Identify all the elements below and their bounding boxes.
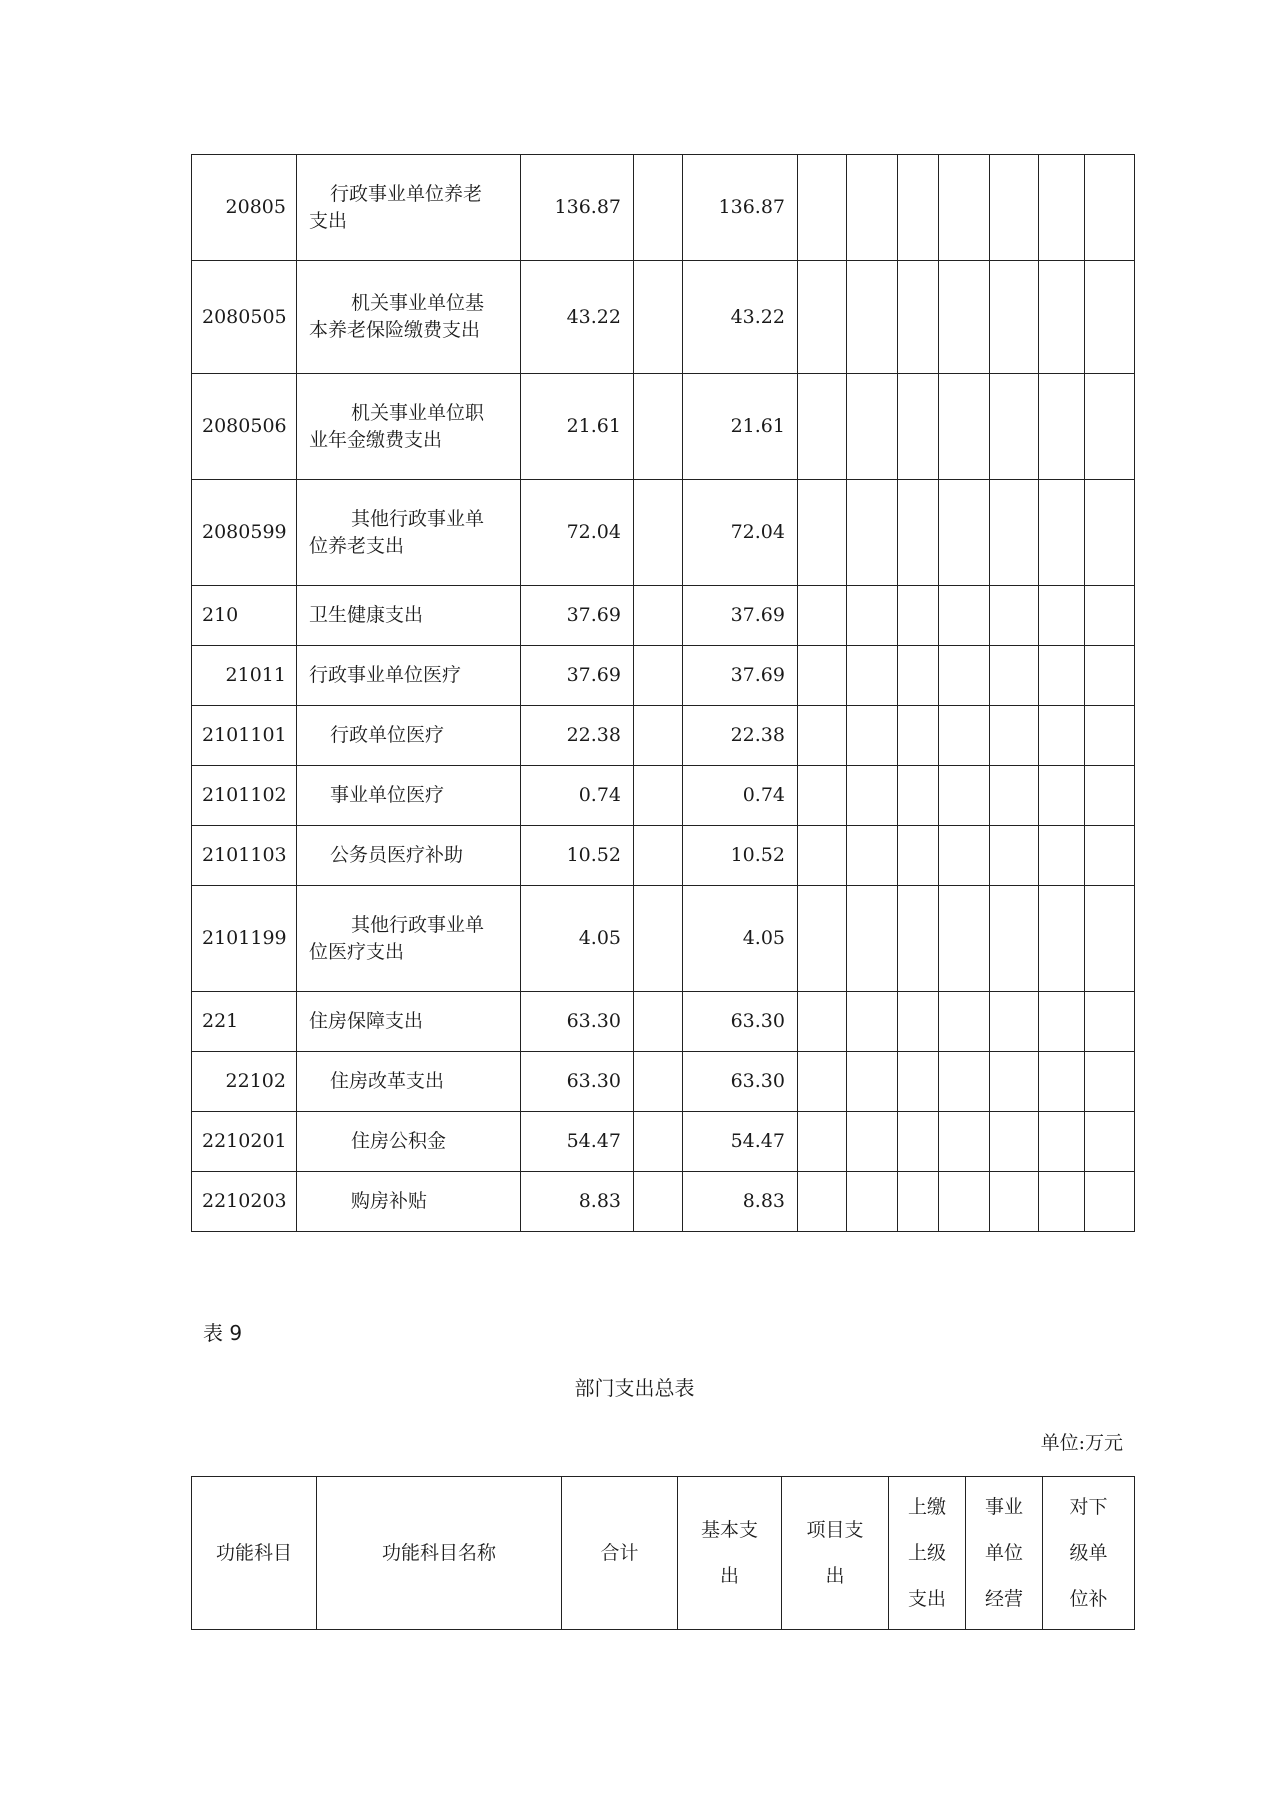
column-header-line: 经营	[984, 1588, 1023, 1610]
empty-cell	[847, 1172, 898, 1232]
empty-cell	[1085, 886, 1135, 992]
empty-cell	[634, 1052, 683, 1112]
function-name-line: 位医疗支出	[309, 940, 405, 963]
empty-cell	[798, 261, 847, 374]
empty-cell	[798, 480, 847, 586]
empty-cell	[847, 480, 898, 586]
empty-cell	[847, 1112, 898, 1172]
table-row	[192, 886, 1135, 992]
empty-cell	[939, 766, 990, 826]
function-name-line: 行政单位医疗	[330, 724, 445, 746]
empty-cell	[939, 1112, 990, 1172]
function-name-line: 住房改革支出	[330, 1070, 445, 1092]
function-name-line: 事业单位医疗	[330, 784, 445, 806]
column-header-line: 功能科目名称	[381, 1542, 496, 1564]
function-name-line: 行政事业单位养老	[330, 182, 483, 205]
empty-cell	[634, 586, 683, 646]
column-header-line: 合计	[600, 1542, 639, 1564]
column-header	[317, 1477, 562, 1630]
empty-cell	[798, 1172, 847, 1232]
empty-cell	[990, 374, 1039, 480]
total-cell: 0.74	[521, 766, 634, 826]
empty-cell	[847, 646, 898, 706]
empty-cell	[1085, 706, 1135, 766]
column-header-line: 级单	[1069, 1542, 1108, 1564]
function-name-line: 本养老保险缴费支出	[309, 319, 481, 341]
empty-cell	[634, 646, 683, 706]
function-name-line: 购房补贴	[351, 1190, 428, 1212]
basic-expense-cell: 0.74	[683, 766, 798, 826]
column-header-line: 功能科目	[215, 1542, 292, 1564]
empty-cell	[898, 886, 939, 992]
empty-cell	[898, 1112, 939, 1172]
empty-cell	[898, 706, 939, 766]
empty-cell	[798, 1052, 847, 1112]
empty-cell	[798, 646, 847, 706]
table-row	[192, 480, 1135, 586]
empty-cell	[898, 646, 939, 706]
column-header	[192, 1477, 317, 1630]
function-code-cell: 22102	[192, 1052, 297, 1112]
empty-cell	[634, 1112, 683, 1172]
empty-cell	[898, 586, 939, 646]
empty-cell	[798, 826, 847, 886]
table-row	[192, 374, 1135, 480]
empty-cell	[990, 1172, 1039, 1232]
empty-cell	[634, 261, 683, 374]
column-header	[966, 1477, 1043, 1630]
function-name-cell	[297, 766, 521, 826]
empty-cell	[898, 766, 939, 826]
function-code-cell: 221	[192, 992, 297, 1052]
function-name-cell	[297, 374, 521, 480]
function-code-cell: 2210203	[192, 1172, 297, 1232]
empty-cell	[898, 826, 939, 886]
empty-cell	[1039, 1172, 1085, 1232]
empty-cell	[990, 155, 1039, 261]
empty-cell	[939, 586, 990, 646]
empty-cell	[847, 886, 898, 992]
column-header-line: 位补	[1069, 1588, 1108, 1610]
empty-cell	[990, 766, 1039, 826]
empty-cell	[847, 766, 898, 826]
function-name-line: 业年金缴费支出	[309, 428, 443, 451]
empty-cell	[939, 1052, 990, 1112]
empty-cell	[798, 155, 847, 261]
function-name-line: 住房公积金	[351, 1130, 447, 1152]
empty-cell	[634, 155, 683, 261]
column-header-line: 出	[719, 1565, 739, 1587]
empty-cell	[1039, 155, 1085, 261]
empty-cell	[798, 706, 847, 766]
basic-expense-cell: 63.30	[683, 992, 798, 1052]
function-name-line: 支出	[309, 209, 348, 232]
empty-cell	[634, 826, 683, 886]
empty-cell	[847, 1052, 898, 1112]
empty-cell	[1039, 374, 1085, 480]
empty-cell	[1085, 646, 1135, 706]
function-name-cell	[297, 1052, 521, 1112]
empty-cell	[939, 261, 990, 374]
empty-cell	[847, 992, 898, 1052]
empty-cell	[1085, 480, 1135, 586]
total-cell: 43.22	[521, 261, 634, 374]
function-code-cell: 2101103	[192, 826, 297, 886]
table-row	[192, 1172, 1135, 1232]
table-row	[192, 586, 1135, 646]
table-row	[192, 646, 1135, 706]
column-header-line: 出	[825, 1565, 845, 1587]
empty-cell	[939, 886, 990, 992]
empty-cell	[1085, 766, 1135, 826]
function-name-cell	[297, 646, 521, 706]
empty-cell	[798, 886, 847, 992]
function-name-line: 住房保障支出	[309, 1010, 424, 1032]
total-cell: 54.47	[521, 1112, 634, 1172]
total-cell: 37.69	[521, 646, 634, 706]
basic-expense-cell: 37.69	[683, 586, 798, 646]
table-row	[192, 992, 1135, 1052]
column-header	[1043, 1477, 1135, 1630]
empty-cell	[1085, 155, 1135, 261]
basic-expense-cell: 4.05	[683, 886, 798, 992]
empty-cell	[939, 706, 990, 766]
column-header	[889, 1477, 966, 1630]
function-code-cell: 2080506	[192, 374, 297, 480]
total-cell: 22.38	[521, 706, 634, 766]
table-row	[192, 1112, 1135, 1172]
empty-cell	[1085, 1052, 1135, 1112]
basic-expense-cell: 37.69	[683, 646, 798, 706]
empty-cell	[1039, 992, 1085, 1052]
function-code-cell: 2080505	[192, 261, 297, 374]
function-name-line: 位养老支出	[309, 534, 405, 557]
empty-cell	[898, 1172, 939, 1232]
function-name-cell	[297, 706, 521, 766]
function-code-cell: 2080599	[192, 480, 297, 586]
table-row	[192, 826, 1135, 886]
function-name-line: 其他行政事业单	[351, 913, 485, 936]
table-row	[192, 1052, 1135, 1112]
function-name-cell	[297, 261, 521, 374]
empty-cell	[847, 586, 898, 646]
function-code-cell: 2210201	[192, 1112, 297, 1172]
empty-cell	[1039, 1052, 1085, 1112]
column-header-line: 对下	[1069, 1496, 1108, 1518]
function-name-line: 卫生健康支出	[309, 604, 424, 626]
basic-expense-cell: 43.22	[683, 261, 798, 374]
expense-detail-table	[191, 154, 1135, 1232]
empty-cell	[798, 1112, 847, 1172]
function-code-cell: 20805	[192, 155, 297, 261]
function-name-cell	[297, 586, 521, 646]
empty-cell	[847, 155, 898, 261]
empty-cell	[898, 480, 939, 586]
empty-cell	[939, 992, 990, 1052]
empty-cell	[898, 155, 939, 261]
column-header-line: 上级	[907, 1542, 946, 1564]
empty-cell	[798, 766, 847, 826]
empty-cell	[1085, 1112, 1135, 1172]
table-row	[192, 766, 1135, 826]
column-header-line: 事业	[984, 1496, 1023, 1518]
empty-cell	[634, 374, 683, 480]
function-name-cell	[297, 480, 521, 586]
function-code-cell: 2101199	[192, 886, 297, 992]
empty-cell	[1039, 766, 1085, 826]
basic-expense-cell: 72.04	[683, 480, 798, 586]
column-header	[562, 1477, 678, 1630]
empty-cell	[634, 992, 683, 1052]
function-name-line: 机关事业单位基	[351, 292, 485, 314]
empty-cell	[939, 646, 990, 706]
column-header	[678, 1477, 782, 1630]
empty-cell	[1085, 992, 1135, 1052]
empty-cell	[1039, 646, 1085, 706]
empty-cell	[898, 1052, 939, 1112]
table-title: 部门支出总表	[574, 1376, 695, 1400]
function-name-cell	[297, 1112, 521, 1172]
total-cell: 72.04	[521, 480, 634, 586]
empty-cell	[1085, 261, 1135, 374]
empty-cell	[847, 261, 898, 374]
total-cell: 136.87	[521, 155, 634, 261]
function-name-cell	[297, 155, 521, 261]
function-code-cell: 2101101	[192, 706, 297, 766]
basic-expense-cell: 63.30	[683, 1052, 798, 1112]
table-row	[192, 706, 1135, 766]
function-code-cell: 21011	[192, 646, 297, 706]
empty-cell	[1085, 1172, 1135, 1232]
total-cell: 63.30	[521, 992, 634, 1052]
empty-cell	[898, 992, 939, 1052]
empty-cell	[990, 992, 1039, 1052]
department-expense-summary-table	[191, 1476, 1135, 1630]
empty-cell	[990, 826, 1039, 886]
function-name-cell	[297, 992, 521, 1052]
empty-cell	[990, 1112, 1039, 1172]
empty-cell	[798, 992, 847, 1052]
column-header	[782, 1477, 889, 1630]
empty-cell	[1039, 261, 1085, 374]
empty-cell	[990, 706, 1039, 766]
empty-cell	[990, 646, 1039, 706]
empty-cell	[1039, 1112, 1085, 1172]
column-header-line: 单位	[984, 1542, 1023, 1564]
function-name-cell	[297, 826, 521, 886]
empty-cell	[847, 374, 898, 480]
basic-expense-cell: 8.83	[683, 1172, 798, 1232]
empty-cell	[939, 826, 990, 886]
table-row	[192, 155, 1135, 261]
basic-expense-cell: 54.47	[683, 1112, 798, 1172]
basic-expense-cell: 22.38	[683, 706, 798, 766]
empty-cell	[1085, 586, 1135, 646]
basic-expense-cell: 21.61	[683, 374, 798, 480]
empty-cell	[1039, 706, 1085, 766]
empty-cell	[1039, 480, 1085, 586]
table-number-label: 表 9	[203, 1321, 243, 1345]
empty-cell	[990, 1052, 1039, 1112]
function-name-line: 其他行政事业单	[351, 507, 485, 530]
empty-cell	[634, 766, 683, 826]
empty-cell	[847, 706, 898, 766]
empty-cell	[939, 1172, 990, 1232]
total-cell: 63.30	[521, 1052, 634, 1112]
empty-cell	[990, 261, 1039, 374]
total-cell: 4.05	[521, 886, 634, 992]
column-header-line: 支出	[907, 1588, 946, 1610]
empty-cell	[1085, 374, 1135, 480]
basic-expense-cell: 10.52	[683, 826, 798, 886]
basic-expense-cell: 136.87	[683, 155, 798, 261]
empty-cell	[990, 586, 1039, 646]
table-row	[192, 261, 1135, 374]
empty-cell	[939, 155, 990, 261]
empty-cell	[847, 826, 898, 886]
empty-cell	[1085, 826, 1135, 886]
function-code-cell: 210	[192, 586, 297, 646]
total-cell: 8.83	[521, 1172, 634, 1232]
empty-cell	[634, 480, 683, 586]
empty-cell	[1039, 886, 1085, 992]
total-cell: 37.69	[521, 586, 634, 646]
empty-cell	[990, 886, 1039, 992]
column-header-line: 上缴	[907, 1496, 946, 1518]
function-name-line: 公务员医疗补助	[330, 844, 464, 866]
function-name-cell	[297, 1172, 521, 1232]
empty-cell	[798, 586, 847, 646]
empty-cell	[1039, 826, 1085, 886]
empty-cell	[634, 1172, 683, 1232]
unit-label: 单位:万元	[1040, 1432, 1123, 1454]
empty-cell	[634, 706, 683, 766]
function-code-cell: 2101102	[192, 766, 297, 826]
total-cell: 10.52	[521, 826, 634, 886]
column-header-line: 项目支	[806, 1519, 864, 1541]
empty-cell	[939, 480, 990, 586]
function-name-line: 机关事业单位职	[351, 401, 485, 424]
empty-cell	[898, 261, 939, 374]
empty-cell	[1039, 586, 1085, 646]
total-cell: 21.61	[521, 374, 634, 480]
function-name-cell	[297, 886, 521, 992]
empty-cell	[898, 374, 939, 480]
function-name-line: 行政事业单位医疗	[309, 664, 462, 686]
empty-cell	[990, 480, 1039, 586]
empty-cell	[634, 886, 683, 992]
column-header-line: 基本支	[700, 1519, 758, 1541]
empty-cell	[939, 374, 990, 480]
empty-cell	[798, 374, 847, 480]
table-header-row	[192, 1477, 1135, 1630]
